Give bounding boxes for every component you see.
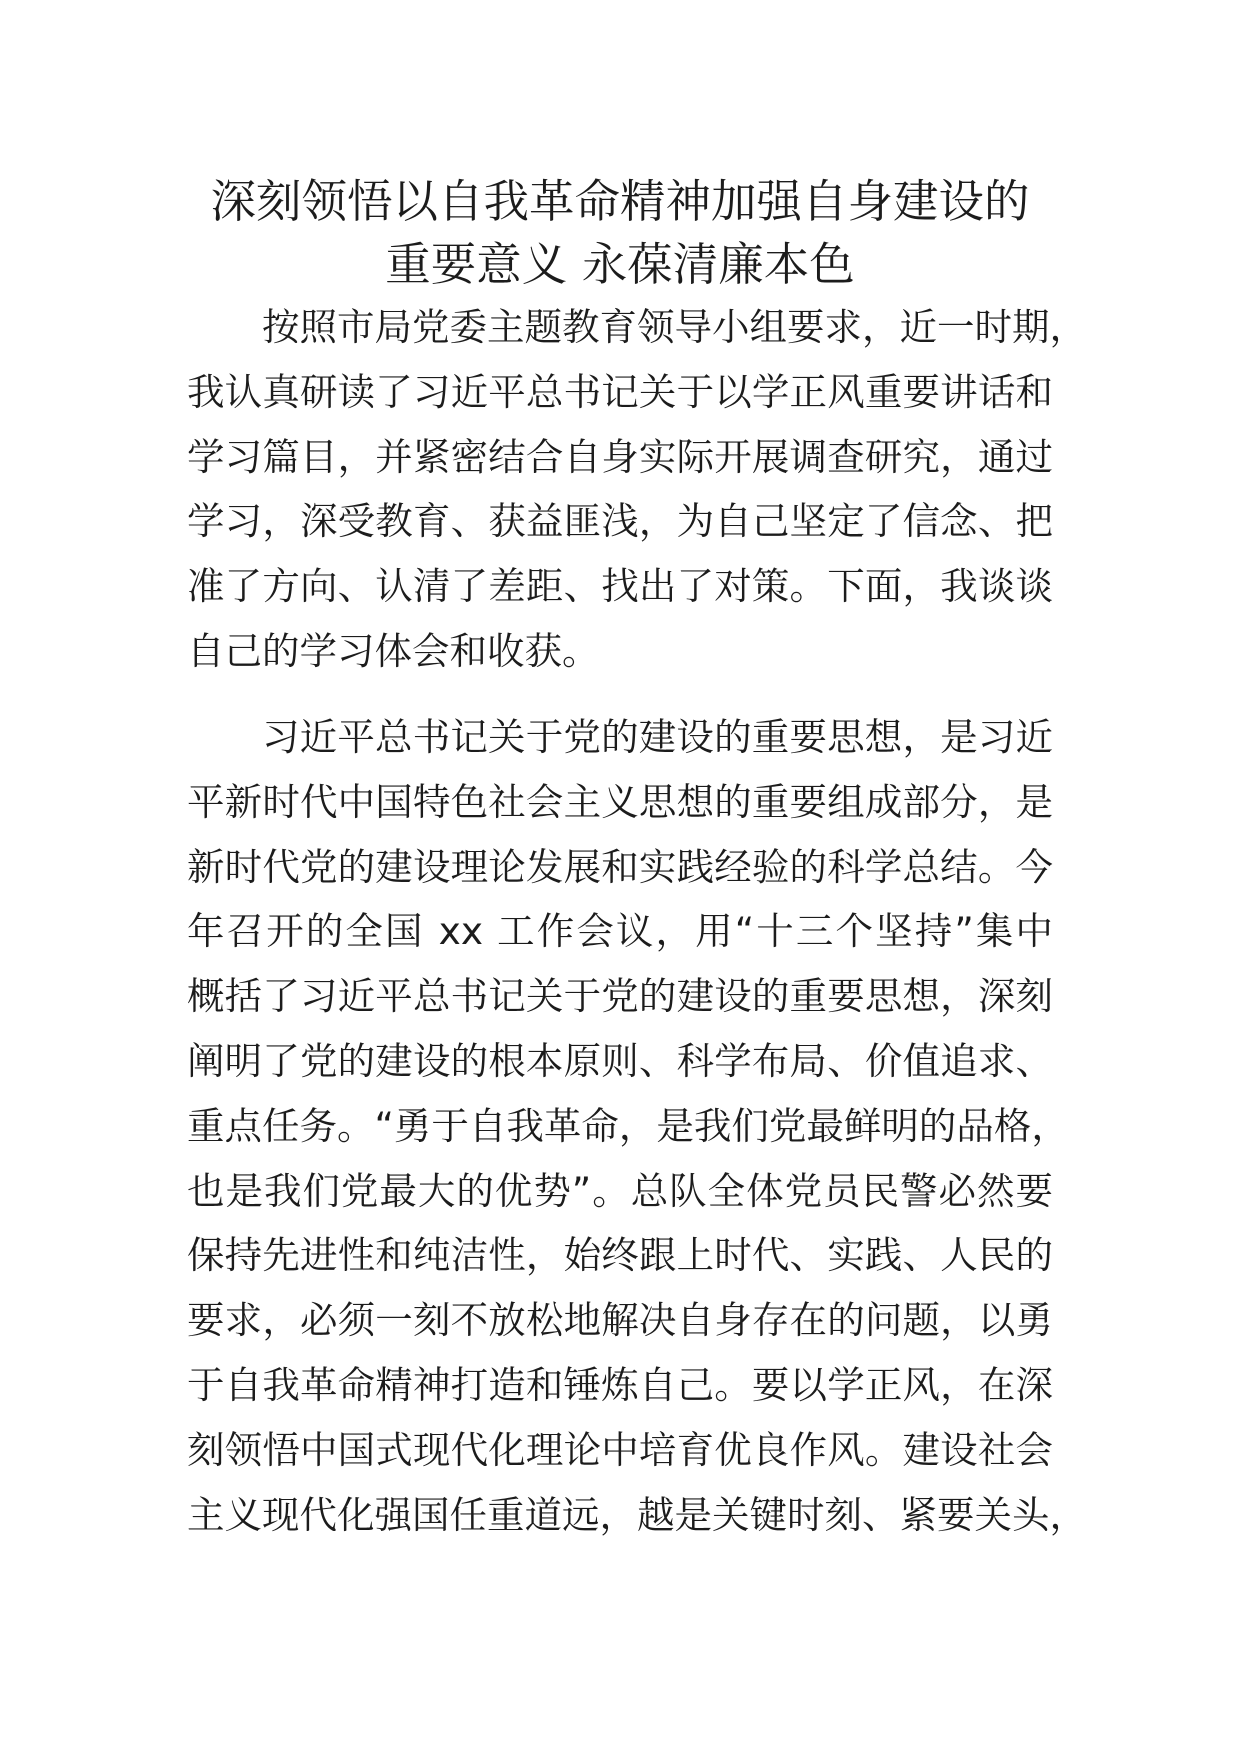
body-paragraph: [187, 295, 1087, 684]
paragraph-line: 于自我革命精神打造和锤炼自己。要以学正风，在深: [187, 1362, 1053, 1407]
paragraph-line: 重点任务。“勇于自我革命，是我们党最鲜明的品格，: [187, 1103, 1069, 1148]
paragraph-line: 自己的学习体会和收获。: [187, 628, 600, 673]
body-paragraph: [187, 705, 1087, 1547]
document-title-line: 重要意义 永葆清廉本色: [385, 238, 855, 291]
paragraph-line: 平新时代中国特色社会主义思想的重要组成部分，是: [187, 779, 1053, 824]
paragraph-line: 也是我们党最大的优势”。总队全体党员民警必然要: [187, 1168, 1053, 1213]
paragraph-line: 刻领悟中国式现代化理论中培育优良作风。建设社会: [187, 1427, 1053, 1472]
document-title-line: 深刻领悟以自我革命精神加强自身建设的: [210, 175, 1030, 228]
paragraph-line: 新时代党的建设理论发展和实践经验的科学总结。今: [187, 844, 1053, 889]
paragraph-line: 我认真研读了习近平总书记关于以学正风重要讲话和: [187, 369, 1053, 414]
paragraph-line: 要求，必须一刻不放松地解决自身存在的问题，以勇: [187, 1298, 1053, 1343]
paragraph-line: 按照市局党委主题教育领导小组要求，近一时期，: [262, 305, 1087, 349]
paragraph-line: 主义现代化强国任重道远，越是关键时刻、紧要关头，: [187, 1492, 1087, 1537]
paragraph-line: 阐明了党的建设的根本原则、科学布局、价值追求、: [187, 1038, 1053, 1083]
paragraph-line: 保持先进性和纯洁性，始终跟上时代、实践、人民的: [187, 1233, 1053, 1278]
paragraph-line: 习近平总书记关于党的建设的重要思想，是习近: [262, 715, 1053, 759]
paragraph-line: 学习，深受教育、获益匪浅，为自己坚定了信念、把: [187, 499, 1053, 544]
document-title: [0, 170, 1240, 296]
paragraph-line: 年召开的全国 xx 工作会议，用“十三个坚持”集中: [187, 909, 1053, 954]
paragraph-line: 概括了习近平总书记关于党的建设的重要思想，深刻: [187, 974, 1053, 1019]
paragraph-line: 学习篇目，并紧密结合自身实际开展调查研究，通过: [187, 434, 1053, 479]
paragraph-line: 准了方向、认清了差距、找出了对策。下面，我谈谈: [187, 564, 1053, 609]
